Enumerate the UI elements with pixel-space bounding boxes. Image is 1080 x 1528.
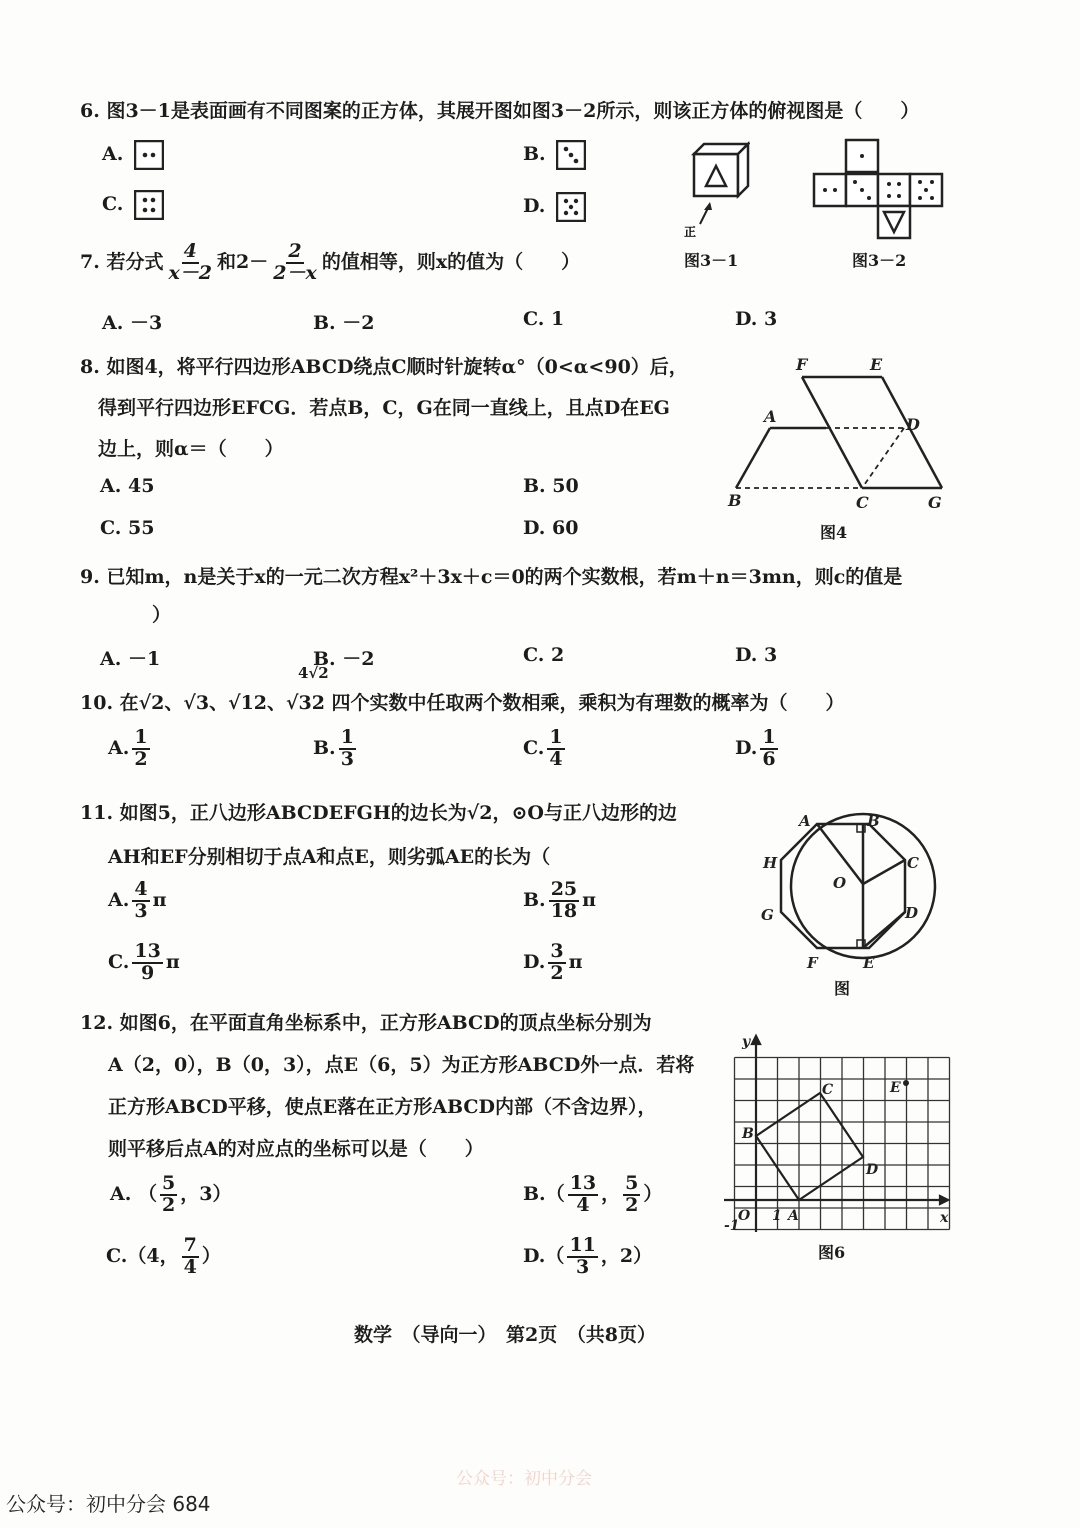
figure-5-caption: 图 (834, 979, 851, 998)
label-c: C (907, 854, 919, 872)
q12-line3: 正方形ABCD平移，使点E落在正方形ABCD内部（不含边界）， (108, 1096, 657, 1118)
q11-option-b: B. $\frac{25}{18}$ π (523, 878, 597, 922)
q9-option-d: D. 3 (735, 644, 778, 666)
figure-6-coordinate-grid (718, 1032, 954, 1238)
figure-3-2-caption: 图3－2 (852, 251, 907, 270)
dice-three-dots-icon (556, 140, 586, 170)
figure-6-caption: 图6 (818, 1243, 846, 1262)
label-origin: O (738, 1208, 751, 1224)
q7-option-b: B. －2 (313, 312, 375, 334)
q12-line4: 则平移后点A的对应点的坐标可以是（ ） (108, 1138, 484, 1160)
label-f: F (796, 355, 808, 374)
q11-line1: 11. 如图5，正八边形ABCDEFGH的边长为√2，⊙O与正八边形的边 (80, 802, 677, 824)
figure-4-caption: 图4 (820, 523, 848, 542)
label-d: D (906, 415, 920, 434)
label-b: B (867, 812, 880, 830)
q10-handwritten-note: 4√2 (298, 664, 329, 682)
label-tick-neg1: -1 (724, 1218, 740, 1234)
q10-option-d: D. $\frac{1}{6}$ (735, 726, 776, 770)
q12-option-a: A. （ $\frac{5}{2}$ ，3） (110, 1172, 232, 1216)
label-x-axis: x (940, 1210, 949, 1226)
figure-5-octagon-circle (755, 802, 955, 974)
label-d: D (866, 1162, 879, 1178)
q6-stem: 6. 图3－1是表面画有不同图案的正方体，其展开图如图3－2所示，则该正方体的俯视图是（ ） (80, 100, 920, 122)
q10-option-c: C. $\frac{1}{4}$ (523, 726, 563, 770)
label-e: E (870, 355, 883, 374)
q12-line1: 12. 如图6，在平面直角坐标系中，正方形ABCD的顶点坐标分别为 (80, 1012, 652, 1034)
q12-option-c: C.（4， $\frac{7}{4}$ ） (106, 1234, 221, 1278)
q10-stem: 10. 在√2、√3、√12、√32 四个实数中任取两个数相乘，乘积为有理数的概率为（ ） (80, 692, 845, 714)
q12-option-b: B.（ $\frac{13}{4}$ ， $\frac{5}{2}$ ） (523, 1172, 663, 1216)
q9-line2: ） (152, 604, 172, 626)
q9-option-a: A. －1 (100, 648, 161, 670)
dice-two-dots-icon (134, 140, 164, 170)
q11-option-d: D. $\frac{3}{2}$ π (523, 940, 583, 984)
label-a: A (764, 407, 777, 426)
label-a: A (788, 1208, 799, 1224)
q8-option-a: A. 45 (100, 475, 155, 497)
label-e: E (863, 954, 875, 972)
label-b: B (742, 1126, 754, 1142)
label-tick-1: 1 (772, 1208, 782, 1224)
q7-option-d: D. 3 (735, 308, 778, 330)
q8-line2: 得到平行四边形EFCG．若点B，C，G在同一直线上，且点D在EG (98, 397, 670, 419)
q10-option-b: B. $\frac{1}{3}$ (313, 726, 354, 770)
label-o: O (833, 874, 847, 892)
watermark-corner: 公众号：初中分会 684 (6, 1492, 211, 1516)
q7-stem: 7. 若分式 $\frac{4}{x-2}$ 和2－ $\frac{2}{2-x}$ 的值相等，则x的值为（ ） (80, 240, 581, 284)
q6-option-a: A. (102, 140, 164, 170)
q6-option-b: B. (523, 140, 586, 170)
dice-five-dots-icon (556, 192, 586, 222)
label-d: D (905, 904, 919, 922)
q6-option-c: C. (102, 190, 164, 220)
q11-line2: AH和EF分别相切于点A和点E，则劣弧AE的长为（ (108, 846, 551, 868)
figure-3-1-caption: 图3－1 (684, 251, 739, 270)
label-f: F (807, 954, 818, 972)
q8-line3: 边上，则α＝（ ） (98, 438, 284, 460)
q11-option-c: C. $\frac{13}{9}$ π (108, 940, 180, 984)
q7-option-a: A. －3 (102, 312, 163, 334)
figure-3-2-net (810, 138, 950, 246)
q8-option-b: B. 50 (523, 475, 579, 497)
label-y-axis: y (742, 1034, 751, 1050)
label-c: C (856, 493, 869, 512)
figure-3-1-cube (680, 140, 750, 240)
q12-line2: A（2，0），B（0，3），点E（6，5）为正方形ABCD外一点．若将 (108, 1054, 695, 1076)
label-g: G (928, 493, 942, 512)
q9-option-b: B. －2 (313, 648, 375, 670)
label-c: C (822, 1082, 834, 1098)
q8-option-d: D. 60 (523, 517, 579, 539)
q8-option-c: C. 55 (100, 517, 155, 539)
label-e: E (890, 1080, 901, 1096)
label-b: B (728, 491, 742, 510)
watermark-center: 公众号：初中分会 (456, 1469, 592, 1489)
label-h: H (763, 854, 778, 872)
label-g: G (761, 906, 774, 924)
q9-line1: 9. 已知m，n是关于x的一元二次方程x²＋3x＋c＝0的两个实数根，若m＋n＝3mn，则c的值是 (80, 566, 903, 588)
dice-four-dots-icon (134, 190, 164, 220)
q10-option-a: A. $\frac{1}{2}$ (108, 726, 148, 770)
q11-option-a: A. $\frac{4}{3}$ π (108, 878, 167, 922)
q6-option-d: D. (523, 192, 586, 222)
front-label: 正 (684, 225, 697, 239)
q8-line1: 8. 如图4，将平行四边形ABCD绕点C顺时针旋转α°（0<α<90）后， (80, 356, 688, 378)
q12-option-d: D.（ $\frac{11}{3}$ ，2） (523, 1234, 653, 1278)
label-a: A (799, 812, 811, 830)
figure-4-parallelograms (720, 352, 960, 514)
q9-option-c: C. 2 (523, 644, 565, 666)
q7-option-c: C. 1 (523, 308, 565, 330)
page-footer: 数学 （导向一） 第2页 （共8页） (354, 1324, 656, 1346)
